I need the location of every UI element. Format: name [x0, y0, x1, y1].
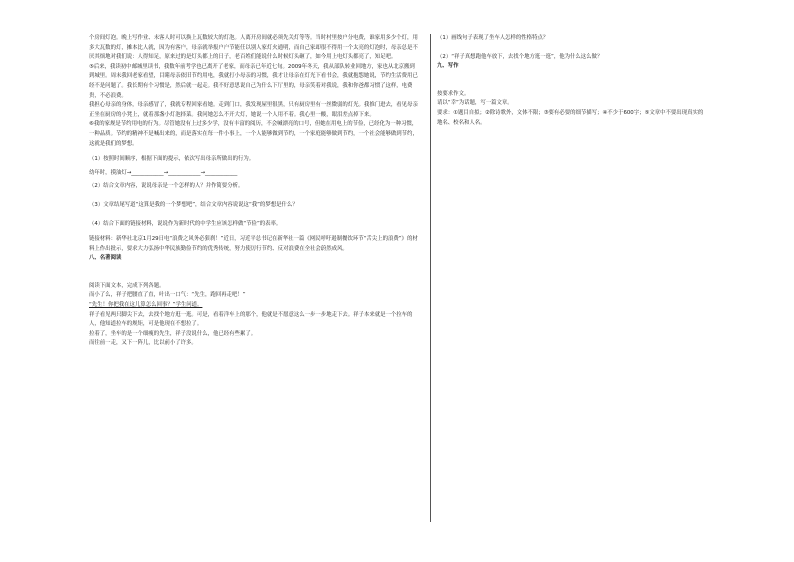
reading-line: 而小了么，祥子把腰直了直，叶出一口气：“先生，跑回再走吧！”: [89, 292, 246, 299]
link-material: 链接材料：新华社北京1月29日电“浪费之风务必狠刹！”近日，习近平总书记在新华社一篇《网民呼吁遏制餐饮环节“舌尖上的浪费”》的材料上作出批示，要求大力弘扬中华民族勤俭节约的优秀传统，努力使厉行节约、反对浪费在全社会蔚然成风。: [89, 236, 418, 252]
left-column: [89, 34, 419, 349]
reading-intro: 阅读下面文本，完成下列各题。: [89, 282, 165, 289]
passage-paragraph: 我担心母亲的身体，母亲感冒了，我就专程回家看她。走到门口，我发现屋里很黑，只有厨房里有一丝微弱的灯光。我推门进去，看见母亲正坐在厨房的小凳上，就着那盏小灯泡择菜。我问她怎么不开大灯，她说一个人用不着。我心里一酸，眼泪差点掉下来。: [89, 102, 418, 118]
column-divider: [430, 34, 431, 522]
question-2: （2）结合文章内容，说说母亲是一个怎样的人？并作简要分析。: [89, 183, 244, 190]
writing-intro: 按要求作文。: [437, 90, 470, 97]
passage-paragraph: ⑤后来，我读初中邮城里读书，我数年前考学也已离开了老家，而母亲已年近七旬。2009年冬天，我从部队转业回地方，家也从北京搬到到城里。周末我回老家看望，目睹母亲依旧节约用电，我就打小母亲的习惯，我才让母亲在灯光下看书会，我就抱怨她说，节约生活费用已经不是问题了。我长期有个习惯是，然后就一起走。我不好意思说自己为什么下厅里的，母亲笑着对我说，我和你爸都习惯了这样，电费贵，不必浪费。: [89, 63, 418, 99]
section-9-title: 九、写作: [437, 63, 459, 70]
reading-line: 祥子看见两只脚尖下去，去找个地方逛一逛。可是，看着洋车上的那个，他就是不愿意这么一步一步地走下去。祥子本来就是一个拉车的人，他知道拉车的规矩，可是他现在不想拉了。: [89, 311, 413, 328]
question-1: （1）按照时间顺序，根据下面的提示，依次写出母亲所做出的行为。: [89, 156, 255, 163]
reading-line: 而往前一走，又下一阵儿，比以前小了许多。: [89, 340, 197, 347]
question-right-2: （2）“祥子真想跑他车放下，去找个地方逛一逛”，他为什么这么做？: [437, 53, 603, 60]
writing-prompt: 请以“幸”为话题，写一篇文章。: [437, 100, 513, 107]
question-4: （4）结合下面的链接材料，说说作为新时代的中学生应该怎样做“节俭”的表率。: [89, 220, 282, 227]
reading-line: 拉着了，坐车的是一个细瘦的先生，祥子没说什么，他已经有些累了。: [89, 330, 257, 337]
question-3: （3）文章结尾写道“这算是我的一个梦想吧”，结合文章内容说说这“我”的梦想是什么？: [89, 201, 298, 208]
section-8-title: 八、名著阅读: [89, 255, 122, 262]
question-1-answer-line: 幼年时，摸油灯→____________→____________→____________: [89, 169, 238, 176]
passage-paragraph: ⑥我的家规是节约用电的行为。尽管她没有上过多少学，没有丰富的阅历，不会喊漂亮的口号，但她在用电上的节俭，已经化为一种习惯，一种品质。节约的精神不是喊出来的，而是落实在每一件小事上，一个人能够做到节约，一个家庭能够做到节约，一个社会能够做到节约，这就是我们的梦想。: [89, 121, 418, 147]
writing-requirements: 要求：①题目自拟；②除诗歌外，文体不限；③要有必要的细节描写；④不少于600字；⑤文章中不要出现真实的地名、校名和人名。: [437, 109, 704, 126]
question-right-1: （1）画线句子表现了坐车人怎样的性格特点？: [437, 35, 549, 41]
reading-line-underlined: “先生！你把我在这儿算怎么回事？”学生问道。: [89, 302, 203, 309]
passage-paragraph: 个房间灯泡。晚上写作业、未客人时可以换上瓦数较大的灯泡。人离开房间就必须先关灯等等。当时村里按户分电费，谁家用多少个灯，用多大瓦数的灯，摊本比人就，因为有客户，母亲就举报户户节能任以别人家灯火通明，而自己家却很不得用一个太亮的灯泡时，母亲总是不厌其烦地对我们说：人得知足，原来过的是灯头都上的日子，老百姓们能说什么时候灯头砸了，如今用上电灯头都亮了，知足吧。: [89, 35, 418, 61]
right-column: [437, 34, 707, 128]
